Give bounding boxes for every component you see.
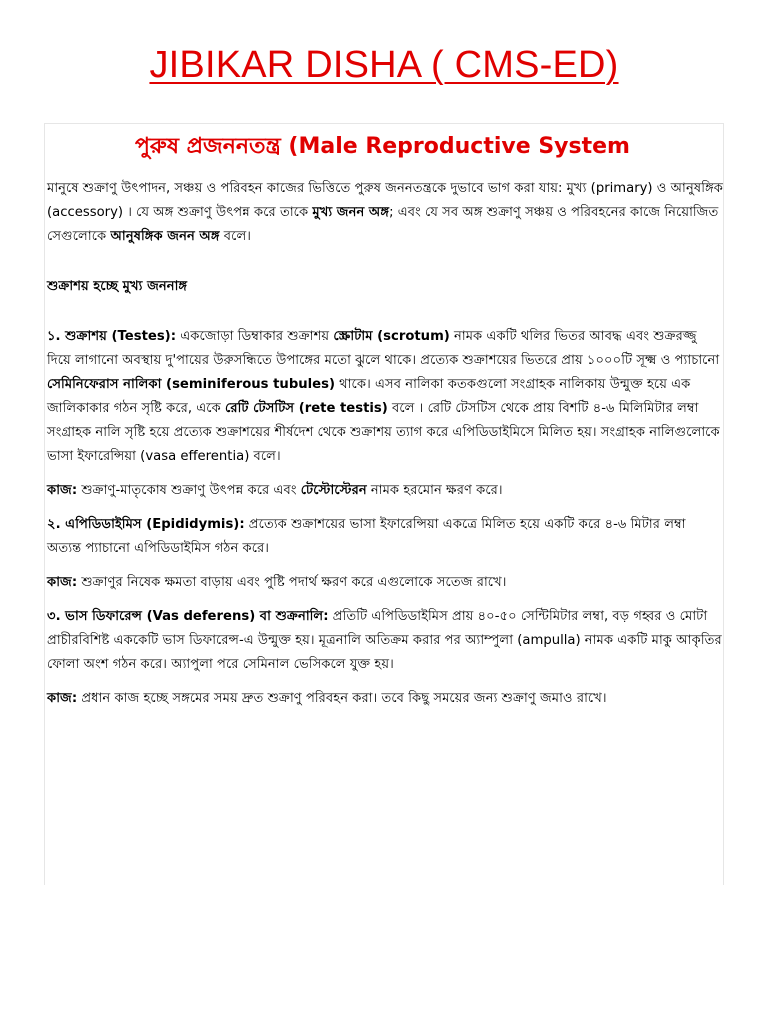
epididymis-function-text: শুক্রাণুর নিষেক ক্ষমতা বাড়ায় এবং পুষ্টি পদার্থ ক্ষরণ করে এগুলোকে সতেজ রাখে। [77,575,507,590]
epididymis-paragraph [47,513,723,561]
section-heading: পুরুষ প্রজননতন্ত্র (Male Reproductive System [135,134,630,159]
vas-deferens-text: প্রতিটি এপিডিডাইমিস প্রায় ৪০-৫০ সেন্টিমিটার লম্বা, বড় গহ্বর ও মোটা প্রাচীরবিশিষ্ট এককেটি ভাস ডিফারেন্স-এ উন্মুক্ত হয়। মূত্রনালি অতিক্রম করার পর অ্যাম্পুলা (ampulla) নামক একটি মাকু আকৃতির ফোলা অংশ গঠন করে। অ্যাপুলা পরে সেমিনাল ভেসিকলে যুক্ত হয়। [47,609,722,672]
intro-text-2: ; এবং যে সব অঙ্গ শুক্রাণু সঞ্চয় ও পরিবহনের কাজে নিয়োজিত সেগুলোকে [47,205,719,244]
intro-paragraph [47,177,723,249]
vas-deferens-paragraph [47,605,723,677]
testes-text-3: থাকে। এসব নালিকা কতকগুলো সংগ্রাহক নালিকায় উন্মুক্ত হয়ে এক জালিকাকার গঠন সৃষ্টি করে, একে [47,377,691,416]
intro-text-1: মানুষে শুক্রাণু উৎপাদন, সঞ্চয় ও পরিবহন কাজের ভিত্তিতে পুরুষ জননতন্ত্রকে দুভাবে ভাগ করা যায়: মুখ্য (primary) ও আনুষঙ্গিক (accessory) । যে অঙ্গ শুক্রাণু উৎপন্ন করে তাকে [47,181,723,220]
vas-deferens-function-paragraph [47,687,723,711]
testes-bold-tubules: সেমিনিফেরাস নালিকা (seminiferous tubules) [47,377,335,392]
testes-function-text-1: শুক্রাণু-মাতৃকোষ শুক্রাণু উৎপন্ন করে এবং [77,483,301,498]
testes-paragraph [47,325,723,469]
testes-function-label: কাজ: [47,483,78,498]
testes-function-bold: টেস্টোস্টেরন [300,483,367,498]
epididymis-function-paragraph [47,571,723,595]
intro-text-3: বলে। [219,229,251,244]
testes-text-4: বলে । রেটি টেসটিস থেকে প্রায় বিশটি ৪-৬ মিলিমিটার লম্বা সংগ্রাহক নালি সৃষ্টি হয়ে প্রত্যেক শুক্রাশয়ের শীর্ষদেশ থেকে শুক্রাশয় ত্যাগ করে এপিডিডাইমিসে মিলিত হয়। সংগ্রাহক নালিগুলোকে ভাসা ইফারেন্সিয়া (vasa efferentia) বলে। [47,401,720,464]
primary-organ-heading-text: শুক্রাশয় হচ্ছে মুখ্য জননাঙ্গ [47,279,188,294]
testes-function-text-2: নামক হরমোন ক্ষরণ করে। [366,483,503,498]
testes-function-paragraph [47,479,723,503]
epididymis-heading: ২. এপিডিডাইমিস (Epididymis): [47,517,245,532]
intro-bold-2: আনুষঙ্গিক জনন অঙ্গ [110,229,220,244]
page-title: JIBIKAR DISHA ( CMS-ED) [149,44,619,86]
content-box [44,123,724,885]
testes-heading: ১. শুক্রাশয় (Testes): [47,329,176,344]
intro-bold-1: মুখ্য জনন অঙ্গ [312,205,390,220]
vas-deferens-function-label: কাজ: [47,691,78,706]
testes-text-2: নামক একটি থলির ভিতর আবদ্ধ এবং শুক্ররজ্জু দিয়ে লাগানো অবস্থায় দু'পায়ের উরুসন্ধিতে উপাঙ্গের মতো ঝুলে থাকে। প্রত্যেক শুক্রাশয়ের ভিতরে প্রায় ১০০০টি সূক্ষ্ম ও প্যাচানো [47,329,720,368]
vas-deferens-function-text: প্রধান কাজ হচ্ছে সঙ্গমের সময় দ্রুত শুক্রাণু পরিবহন করা। তবে কিছু সময়ের জন্য শুক্রাণু জমাও রাখে। [77,691,607,706]
testes-bold-rete: রেটি টেসটিস (rete testis) [225,401,388,416]
page-header [0,44,768,87]
epididymis-function-label: কাজ: [47,575,78,590]
epididymis-text: প্রত্যেক শুক্রাশয়ের ভাসা ইফারেন্সিয়া একত্রে মিলিত হয়ে একটি করে ৪-৬ মিটার লম্বা অত্যন্ত প্যাচানো এপিডিডাইমিস গঠন করে। [47,517,686,556]
testes-text-1: একজোড়া ডিম্বাকার শুক্রাশয় [176,329,334,344]
vas-deferens-heading: ৩. ভাস ডিফারেন্স (Vas deferens) বা শুক্রনালি: [47,609,329,624]
primary-organ-heading [47,275,723,299]
testes-bold-scrotum: স্ক্রোটাম (scrotum) [333,329,450,344]
